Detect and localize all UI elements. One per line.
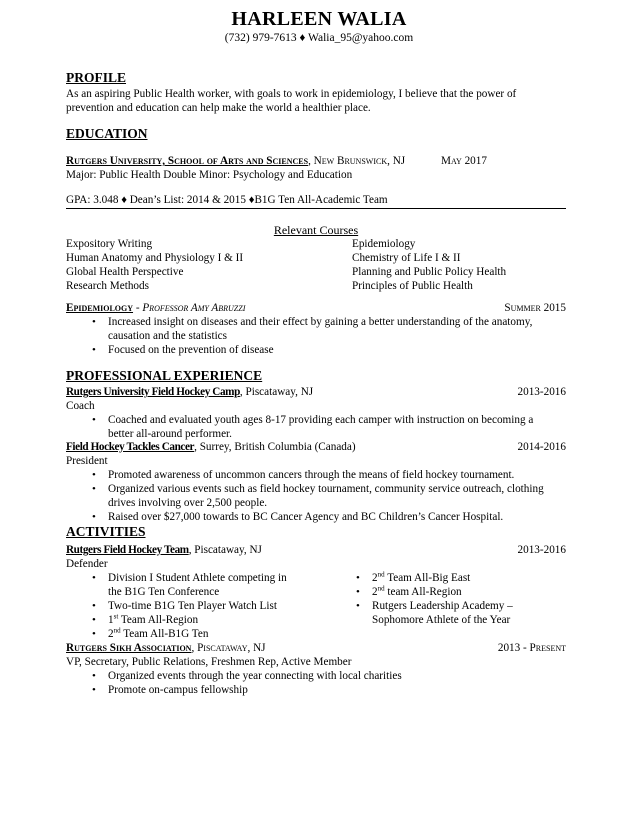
- job2-role: President: [66, 455, 108, 467]
- list-item: • 2nd Team All-B1G Ten: [86, 627, 346, 641]
- profile-heading: PROFILE: [66, 70, 127, 85]
- course-item: Planning and Public Policy Health: [352, 266, 507, 278]
- profile-line-1: As an aspiring Public Health worker, with goals to work in epidemiology, I believe that the power of: [66, 88, 517, 100]
- activity1-left-bullets: [86, 571, 346, 641]
- job1-date: 2013-2016: [517, 386, 566, 398]
- courses-left-column: [66, 237, 243, 293]
- courses-right-column: [352, 237, 506, 293]
- list-item: • Two-time B1G Ten Player Watch List: [86, 599, 346, 613]
- activity1-org: Rutgers Field Hockey Team: [66, 544, 189, 556]
- graduation-date: May 2017: [441, 155, 487, 167]
- list-item: • Coached and evaluated youth ages 8-17 providing each camper with instruction on becoming a better all-around performer.: [86, 413, 566, 441]
- course-item: Epidemiology: [352, 238, 416, 250]
- activity1-right-bullets: [350, 571, 570, 627]
- activity2-location: , Piscataway, NJ: [191, 642, 266, 654]
- course-item: Research Methods: [66, 280, 149, 292]
- gpa-line: GPA: 3.048 ♦ Dean’s List: 2014 & 2015 ♦B1G Ten All-Academic Team: [66, 194, 388, 206]
- research-title: Epidemiology: [66, 302, 134, 314]
- activity1-location: , Piscataway, NJ: [188, 544, 262, 556]
- job1-location: , Piscataway, NJ: [239, 386, 314, 398]
- course-item: Human Anatomy and Physiology I & II: [66, 252, 244, 264]
- research-bullets: [86, 315, 566, 357]
- activity2-org: Rutgers Sikh Association: [66, 642, 192, 654]
- list-item: • Organized various events such as field hockey tournament, community service outreach, clothing drives involving over 2,500 people.: [86, 482, 566, 510]
- job2-location: , Surrey, British Columbia (Canada): [194, 441, 356, 453]
- job1-bullets: [86, 413, 566, 441]
- research-professor: - Professor Amy Abruzzi: [133, 302, 246, 314]
- activity2-bullets: [86, 669, 566, 697]
- activity1-date: 2013-2016: [517, 544, 566, 556]
- activities-heading: ACTIVITIES: [66, 524, 146, 539]
- job2-org: Field Hockey Tackles Cancer: [66, 441, 195, 453]
- contact-line: (732) 979-7613 ♦ Walia_95@yahoo.com: [224, 32, 414, 44]
- list-item: • Raised over $27,000 towards to BC Cancer Agency and BC Children’s Cancer Hospital.: [86, 510, 566, 524]
- list-item: • Increased insight on diseases and their effect by gaining a better understanding of the anatomy, causation and the statistics: [86, 315, 566, 343]
- list-item: • 1st Team All-Region: [86, 613, 346, 627]
- job1-role: Coach: [66, 400, 95, 412]
- list-item: • 2nd team All-Region: [350, 585, 570, 599]
- research-row: [66, 301, 566, 315]
- divider: [66, 208, 566, 209]
- job2-bullets: [86, 468, 566, 524]
- profile-line-2: prevention and education can help make the world a healthier place.: [66, 102, 371, 114]
- school-location: , New Brunswick, NJ: [308, 155, 406, 167]
- course-item: Expository Writing: [66, 238, 153, 250]
- list-item: • Promote on-campus fellowship: [86, 683, 566, 697]
- education-school-row: [66, 154, 566, 168]
- course-item: Principles of Public Health: [352, 280, 473, 292]
- job2-row: [66, 440, 566, 454]
- activity2-row: [66, 641, 566, 655]
- activity2-role: VP, Secretary, Public Relations, Freshmen Rep, Active Member: [66, 656, 352, 668]
- candidate-name: HARLEEN WALIA: [231, 8, 407, 30]
- experience-heading: PROFESSIONAL EXPERIENCE: [66, 368, 263, 383]
- list-item: • Organized events through the year connecting with local charities: [86, 669, 566, 683]
- education-heading: EDUCATION: [66, 126, 148, 141]
- courses-title: Relevant Courses: [273, 223, 359, 237]
- course-item: Chemistry of Life I & II: [352, 252, 461, 264]
- course-item: Global Health Perspective: [66, 266, 184, 278]
- list-item: • 2nd Team All-Big East: [350, 571, 570, 585]
- activity2-date: 2013 - Present: [497, 642, 566, 654]
- list-item: • Rutgers Leadership Academy – Sophomore Athlete of the Year: [350, 599, 570, 627]
- list-item: • Focused on the prevention of disease: [86, 343, 566, 357]
- job1-org: Rutgers University Field Hockey Camp: [66, 386, 240, 398]
- school-name: Rutgers University, School of Arts and Sciences: [66, 155, 309, 167]
- list-item: • Promoted awareness of uncommon cancers through the means of field hockey tournament.: [86, 468, 566, 482]
- job1-row: [66, 385, 566, 399]
- research-date: Summer 2015: [504, 302, 566, 314]
- list-item: • Division I Student Athlete competing in the B1G Ten Conference: [86, 571, 346, 599]
- activity1-role: Defender: [66, 558, 108, 570]
- activity1-row: [66, 543, 566, 557]
- job2-date: 2014-2016: [517, 441, 566, 453]
- major-line: Major: Public Health Double Minor: Psychology and Education: [66, 169, 353, 181]
